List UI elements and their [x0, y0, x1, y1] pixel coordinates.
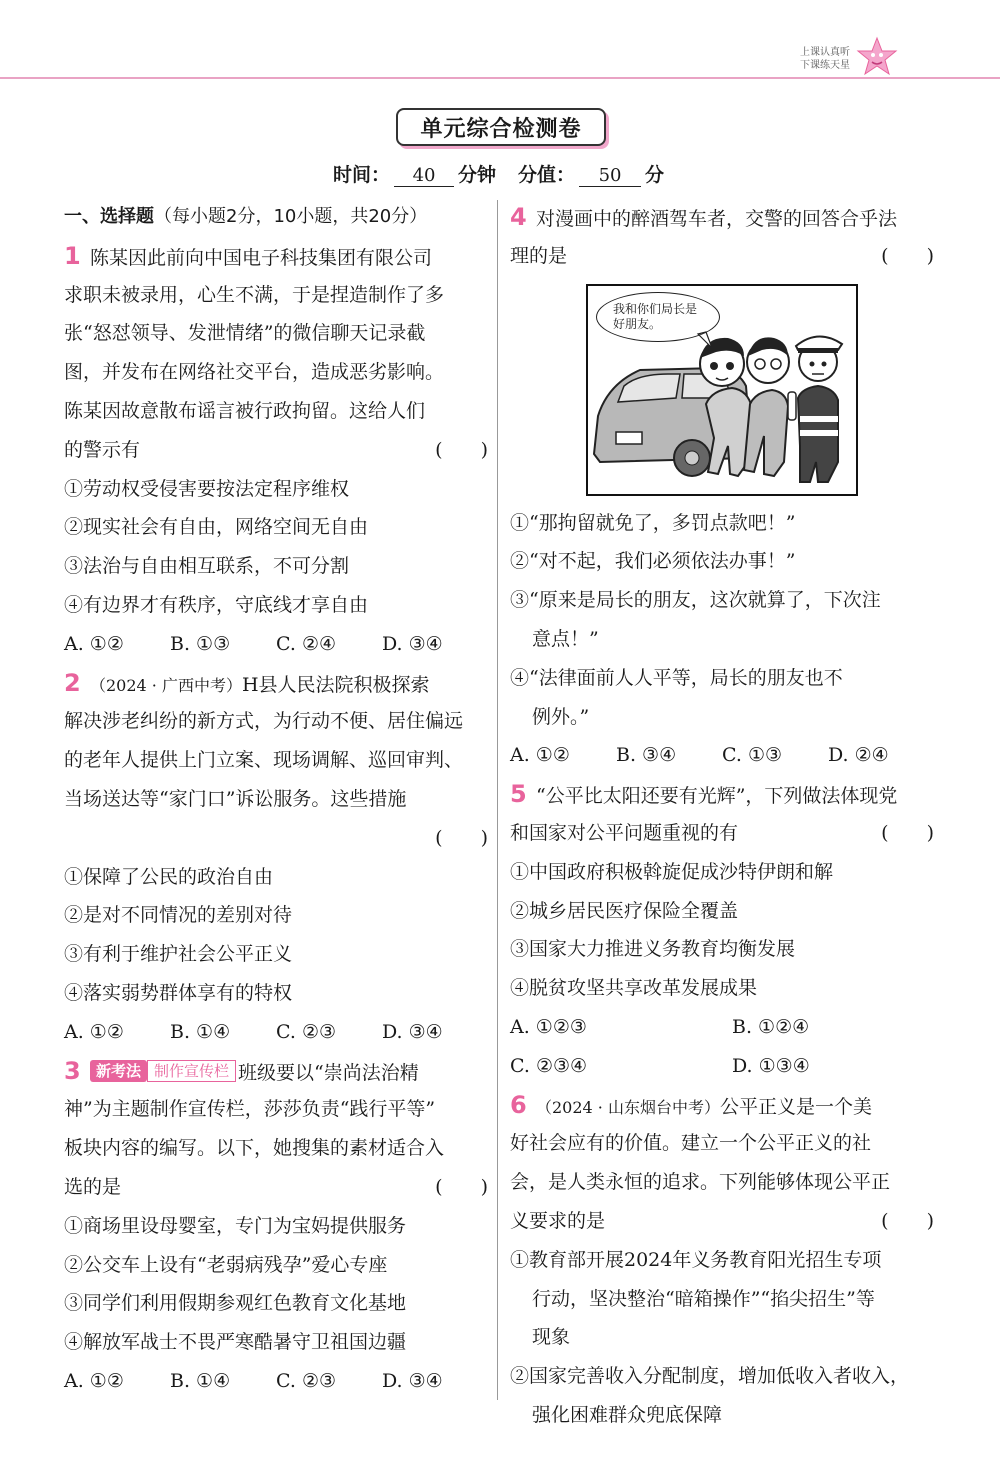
question-stem-line	[510, 1086, 936, 1125]
stem-text: “公平比太阳还要有光辉”，下列做法体现党	[536, 785, 898, 808]
stem-text: 公平正义是一个美	[719, 1095, 872, 1118]
question-stem-line: 当场送达等“家门口”诉讼服务。这些措施	[64, 787, 407, 810]
statement-option: ②“对不起，我们必须依法办事！”	[510, 550, 796, 573]
score-value: 50	[579, 165, 641, 187]
question-stem-line: 求职未被录用，心生不满，于是捏造制作了多	[64, 283, 445, 306]
statement-option: ②现实社会有自由，网络空间无自由	[64, 516, 369, 539]
choice-d[interactable]: D. ③④	[382, 1369, 443, 1392]
stem-text: 对漫画中的醉酒驾车者，交警的回答合乎法	[536, 208, 898, 230]
statement-option: ①“那拘留就免了，多罚点款吧！”	[510, 511, 796, 534]
question-6	[510, 1086, 936, 1435]
left-column	[64, 198, 490, 1401]
statement-option: ①商场里设母婴室，专门为宝妈提供服务	[64, 1214, 407, 1237]
choice-b[interactable]: B. ①③	[170, 632, 231, 655]
stem-text: 理的是	[510, 244, 568, 267]
choice-a[interactable]: A. ①②	[64, 632, 124, 655]
column-divider	[497, 200, 498, 1400]
statement-option: ③法治与自由相互联系，不可分割	[64, 555, 350, 578]
statement-option: ③国家大力推进义务教育均衡发展	[510, 938, 796, 961]
question-number: 1	[64, 241, 81, 270]
answer-blank[interactable]: ( )	[881, 821, 934, 844]
choice-b[interactable]: B. ①④	[170, 1369, 231, 1392]
question-4	[510, 198, 936, 775]
statement-option: ②国家完善收入分配制度，增加低收入者收入，	[510, 1365, 910, 1388]
statement-option-cont: 意点！”	[532, 627, 599, 650]
choice-b[interactable]: B. ③④	[616, 744, 677, 767]
time-value: 40	[394, 165, 454, 187]
question-5	[510, 775, 936, 1085]
choice-b[interactable]: B. ①②④	[732, 1015, 810, 1038]
question-stem-line	[64, 1052, 490, 1091]
statement-option-cont: 例外。”	[532, 705, 590, 728]
question-stem-line: 张“怒怼领导、发泄情绪”的微信聊天记录截	[64, 322, 426, 345]
choice-c[interactable]: C. ②④	[276, 632, 337, 655]
stem-text: 义要求的是	[510, 1209, 606, 1232]
exam-meta	[333, 160, 664, 187]
question-number: 6	[510, 1090, 527, 1119]
drunk-driving-cartoon	[586, 284, 858, 496]
score-label: 分值：	[518, 164, 576, 186]
statement-option: ④解放军战士不畏严寒酷暑守卫祖国边疆	[64, 1331, 407, 1354]
stem-text: 陈某因此前向中国电子科技集团有限公司	[90, 246, 433, 269]
answer-choices	[64, 1362, 490, 1401]
question-stem-line	[510, 237, 936, 276]
answer-choices	[510, 1008, 936, 1047]
statement-option-cont: 行动，坚决整治“暗箱操作”“掐尖招生”等	[532, 1287, 875, 1310]
choice-c[interactable]: C. ②③	[276, 1369, 337, 1392]
choice-d[interactable]: D. ③④	[382, 1020, 443, 1043]
choice-a[interactable]: A. ①②	[510, 744, 570, 767]
answer-choices	[64, 625, 490, 664]
question-number: 5	[510, 780, 527, 809]
answer-blank-line	[64, 819, 490, 858]
stem-text: 的警示有	[64, 438, 141, 461]
statement-option: ②城乡居民医疗保险全覆盖	[510, 899, 739, 922]
statement-option-cont: 现象	[532, 1326, 571, 1349]
choice-c[interactable]: C. ②③④	[510, 1054, 588, 1077]
question-stem-line: 解决涉老纠纷的新方式，为行动不便、居住偏远	[64, 710, 464, 733]
question-1	[64, 237, 490, 664]
question-stem-line: 会，是人类永恒的追求。下列能够体现公平正	[510, 1171, 891, 1194]
choice-d[interactable]: D. ③④	[382, 632, 443, 655]
header-rule	[0, 77, 1000, 79]
statement-option: ②公交车上设有“老弱病残孕”爱心专座	[64, 1253, 388, 1276]
header-slogan	[800, 46, 850, 72]
statement-option: ④有边界才有秩序，守底线才享自由	[64, 593, 369, 616]
stem-text: H县人民法院积极探索	[241, 673, 430, 696]
score-unit: 分	[645, 164, 665, 186]
page-title: 单元综合检测卷	[396, 108, 606, 146]
section-heading	[64, 198, 490, 237]
slogan-line-2: 下课练天星	[800, 60, 850, 71]
question-stem-line	[64, 431, 490, 470]
stem-text: 班级要以“崇尚法治精	[238, 1061, 419, 1084]
question-2	[64, 664, 490, 1052]
question-stem-line: 板块内容的编写。以下，她搜集的素材适合入	[64, 1137, 445, 1160]
bubble-line-1: 我和你们局长是	[613, 301, 698, 316]
question-number: 2	[64, 668, 81, 697]
stem-text: 和国家对公平问题重视的有	[510, 821, 739, 844]
statement-option: ②是对不同情况的差别对待	[64, 904, 293, 927]
choice-a[interactable]: A. ①②	[64, 1369, 124, 1392]
answer-blank[interactable]: ( )	[881, 1209, 934, 1232]
statement-option: ①保障了公民的政治自由	[64, 865, 274, 888]
question-stem-line: 神”为主题制作宣传栏，莎莎负责“践行平等”	[64, 1098, 436, 1121]
choice-c[interactable]: C. ①③	[722, 744, 783, 767]
section-title: 一、选择题	[64, 206, 154, 227]
answer-blank[interactable]: ( )	[881, 244, 934, 267]
answer-choices	[510, 736, 936, 775]
stem-text: 选的是	[64, 1175, 122, 1198]
speech-bubble	[596, 292, 720, 342]
statement-option: ④“法律面前人人平等，局长的朋友也不	[510, 666, 843, 689]
choice-c[interactable]: C. ②③	[276, 1020, 337, 1043]
question-stem-line	[510, 775, 936, 814]
answer-choices	[64, 1013, 490, 1052]
choice-d[interactable]: D. ①③④	[732, 1054, 810, 1077]
statement-option: ①中国政府积极斡旋促成沙特伊朗和解	[510, 860, 834, 883]
statement-option: ③有利于维护社会公平正义	[64, 943, 293, 966]
time-label: 时间：	[333, 164, 391, 186]
question-3	[64, 1052, 490, 1401]
task-tag: 制作宣传栏	[147, 1060, 236, 1082]
time-unit: 分钟	[458, 164, 497, 186]
question-stem-line	[64, 1168, 490, 1207]
answer-blank[interactable]: ( )	[435, 826, 488, 849]
question-source: （2024 · 广西中考）	[90, 675, 242, 695]
question-number: 4	[510, 203, 527, 231]
question-stem-line	[510, 1202, 936, 1241]
question-stem-line	[510, 198, 936, 237]
answer-choices	[510, 1047, 936, 1086]
question-stem-line: 好社会应有的价值。建立一个公平正义的社	[510, 1132, 872, 1155]
slogan-line-1: 上课认真听	[800, 47, 850, 58]
choice-d[interactable]: D. ②④	[828, 744, 889, 767]
answer-blank[interactable]: ( )	[435, 438, 488, 461]
question-stem-line: 陈某因故意散布谣言被行政拘留。这给人们	[64, 399, 426, 422]
choice-b[interactable]: B. ①④	[170, 1020, 231, 1043]
new-exam-tag: 新考法	[90, 1060, 147, 1082]
statement-option: ③同学们利用假期参观红色教育文化基地	[64, 1292, 407, 1315]
right-column	[510, 198, 936, 1435]
question-stem-line	[510, 814, 936, 853]
question-number: 3	[64, 1056, 81, 1085]
statement-option-cont: 强化困难群众兜底保障	[532, 1403, 723, 1426]
choice-a[interactable]: A. ①②	[64, 1020, 124, 1043]
statement-option: ③“原来是局长的朋友，这次就算了，下次注	[510, 589, 881, 612]
statement-option: ①教育部开展2024年义务教育阳光招生专项	[510, 1248, 882, 1271]
star-mascot-logo	[856, 36, 898, 80]
question-stem-line: 图，并发布在网络社交平台，造成恶劣影响。	[64, 361, 445, 384]
statement-option: ④脱贫攻坚共享改革发展成果	[510, 977, 758, 1000]
question-stem-line	[64, 237, 490, 276]
statement-option: ④落实弱势群体享有的特权	[64, 981, 293, 1004]
choice-a[interactable]: A. ①②③	[510, 1015, 587, 1038]
bubble-line-2: 好朋友。	[613, 316, 662, 331]
question-stem-line	[64, 664, 490, 703]
section-note: （每小题2分，10小题，共20分）	[154, 206, 428, 227]
statement-option: ①劳动权受侵害要按法定程序维权	[64, 477, 350, 500]
answer-blank[interactable]: ( )	[435, 1175, 488, 1198]
question-source: （2024 · 山东烟台中考）	[536, 1097, 720, 1117]
question-stem-line: 的老年人提供上门立案、现场调解、巡回审判、	[64, 749, 464, 772]
